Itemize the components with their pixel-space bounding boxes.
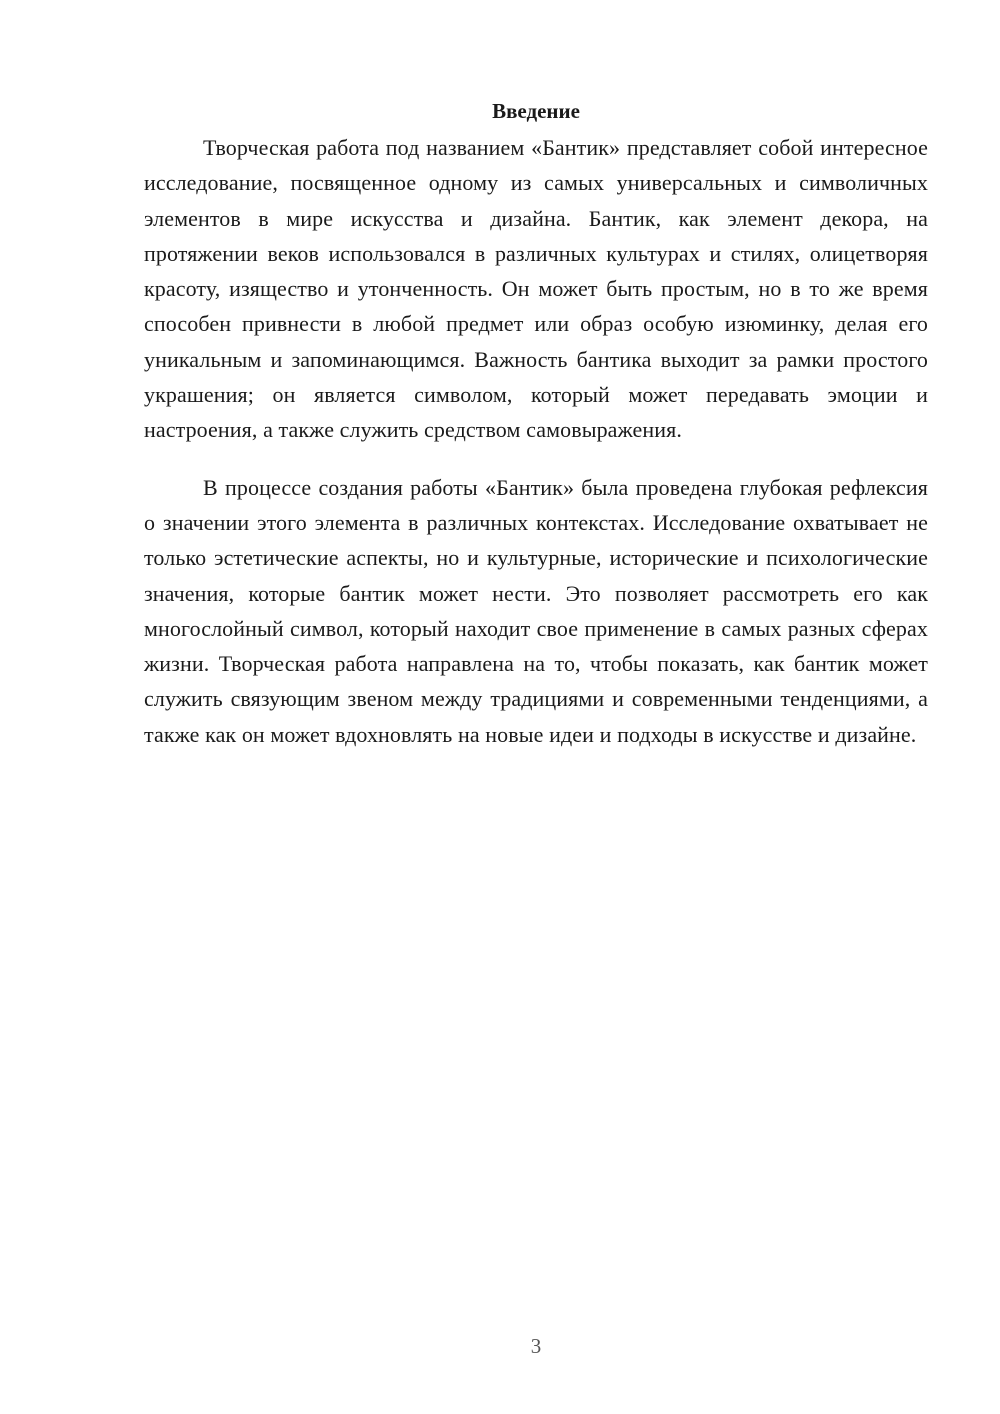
paragraph-2: В процессе создания работы «Бантик» была проведена глубокая рефлексия о значении этого элемента в различных контекстах. Исследование охватывает не только эстетические аспекты, но и культурные, исторические и психологические значения, которые бантик может нести. Это позволяет рассмотреть его как многослойный символ, который находит свое применение в самых разных сферах жизни. Творческая работа направлена на то, чтобы показать, как бантик может служить связующим звеном между традициями и современными тенденциями, а также как он может вдохновлять на новые идеи и подходы в искусстве и дизайне. xyxy=(144,474,928,747)
paragraph-1: Творческая работа под названием «Бантик» представляет собой интересное исследование, посвященное одному из самых универсальных и символичных элементов в мире искусства и дизайна. Бантик, как элемент декора, на протяжении веков использовался в различных культурах и стилях, олицетворяя красоту, изящество и утонченность. Он может быть простым, но в то же время способен привнести в любой предмет или образ особую изюминку, делая его уникальным и запоминающимся. Важность бантика выходит за рамки простого украшения; он является символом, который может передавать эмоции и настроения, а также служить средством самовыражения. xyxy=(144,135,928,443)
page-number: 3 xyxy=(530,1334,542,1358)
section-title: Введение xyxy=(492,99,580,123)
page-content xyxy=(144,96,928,752)
